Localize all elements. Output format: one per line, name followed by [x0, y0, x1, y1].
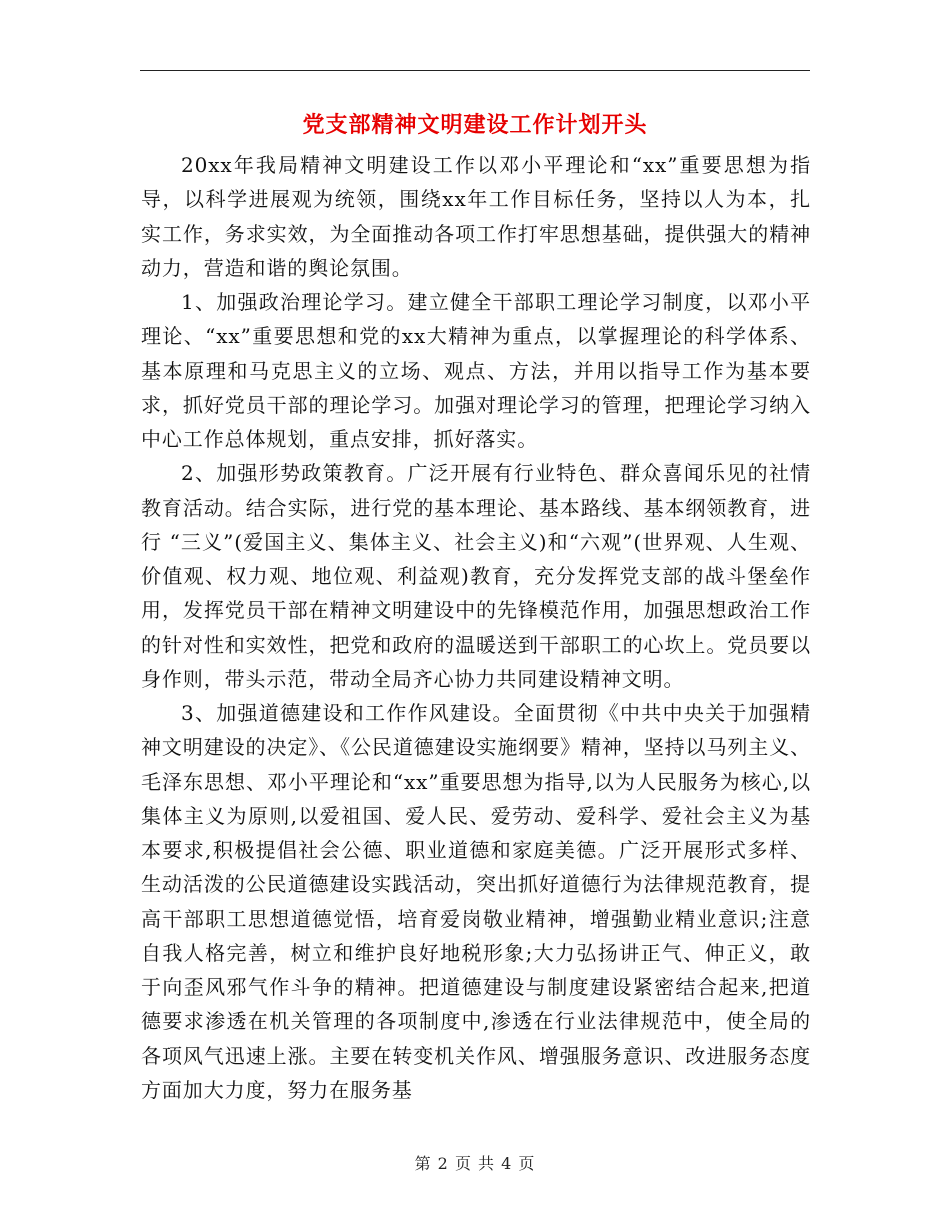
- paragraph-2: 2、加强形势政策教育。广泛开展有行业特色、群众喜闻乐见的社情教育活动。结合实际，进行党的基本理论、基本路线、基本纲领教育，进行 “三义”(爱国主义、集体主义、社会主义)和“六观”(世界观、人生观、价值观、权力观、地位观、利益观)教育，充分发挥党支部的战斗堡垒作用，发挥党员干部在精神文明建设中的先锋模范作用，加强思想政治工作的针对性和实效性，把党和政府的温暖送到干部职工的心坎上。党员要以身作则，带头示范，带动全局齐心协力共同建设精神文明。: [141, 461, 811, 691]
- document-body: [141, 148, 811, 1107]
- intro-paragraph: 20xx年我局精神文明建设工作以邓小平理论和“xx”重要思想为指导，以科学进展观为统领，围绕xx年工作目标任务，坚持以人为本，扎实工作，务求实效，为全面推动各项工作打牢思想基础，提供强大的精神动力，营造和谐的舆论氛围。: [141, 153, 811, 280]
- header-rule: [140, 70, 810, 71]
- document-title: 党支部精神文明建设工作计划开头: [302, 112, 648, 138]
- page-number: 第 2 页 共 4 页: [414, 1154, 536, 1173]
- paragraph-1: 1、加强政治理论学习。建立健全干部职工理论学习制度，以邓小平理论、“xx”重要思想和党的xx大精神为重点，以掌握理论的科学体系、基本原理和马克思主义的立场、观点、方法，并用以指导工作为基本要求，抓好党员干部的理论学习。加强对理论学习的管理，把理论学习纳入中心工作总体规划，重点安排，抓好落实。: [141, 290, 811, 451]
- paragraph-3: 3、加强道德建设和工作作风建设。全面贯彻《中共中央关于加强精神文明建设的决定》、《公民道德建设实施纲要》精神，坚持以马列主义、毛泽东思想、邓小平理论和“xx”重要思想为指导,以为人民服务为核心,以集体主义为原则,以爱祖国、爱人民、爱劳动、爱科学、爱社会主义为基本要求,积极提倡社会公德、职业道德和家庭美德。广泛开展形式多样、生动活泼的公民道德建设实践活动，突出抓好道德行为法律规范教育，提高干部职工思想道德觉悟，培育爱岗敬业精神，增强勤业精业意识;注意自我人格完善，树立和维护良好地税形象;大力弘扬讲正气、伸正义，敢于向歪风邪气作斗争的精神。把道德建设与制度建设紧密结合起来,把道德要求渗透在机关管理的各项制度中,渗透在行业法律规范中，使全局的各项风气迅速上涨。主要在转变机关作风、增强服务意识、改进服务态度方面加大力度，努力在服务基: [141, 701, 811, 1102]
